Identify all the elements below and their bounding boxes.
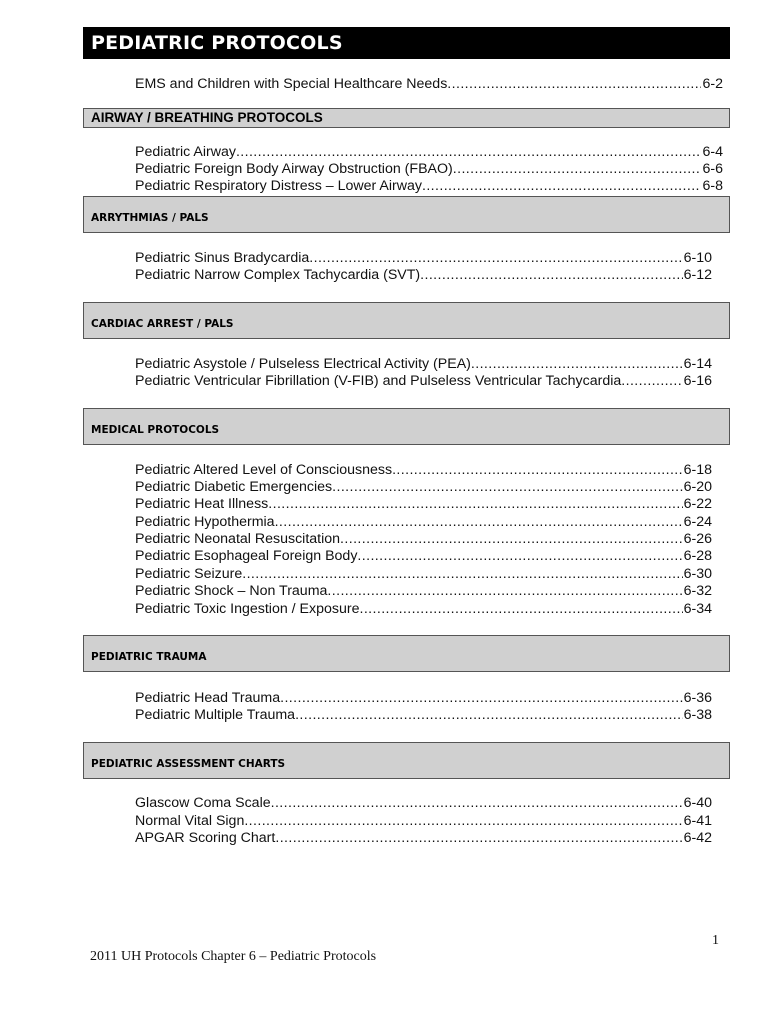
toc-entry-page: 6-4: [702, 144, 723, 160]
toc-entry-page: 6-38: [683, 707, 712, 723]
dot-leader: [275, 514, 683, 531]
toc-entry-label: Pediatric Respiratory Distress – Lower Airway: [135, 178, 422, 194]
toc-entry-page: 6-20: [683, 479, 712, 495]
toc-entry-label: Pediatric Heat Illness: [135, 496, 269, 512]
toc-entry-page: 6-36: [683, 690, 712, 706]
dot-leader: [275, 830, 682, 847]
toc-entry-page: 6-42: [683, 830, 712, 846]
toc-entry-page: 6-26: [683, 531, 712, 547]
toc-entry-label: Pediatric Multiple Trauma: [135, 707, 296, 723]
toc-entry-page: 6-18: [683, 462, 712, 478]
toc-entry: [135, 795, 712, 812]
toc-entry-label: Pediatric Altered Level of Consciousness: [135, 462, 393, 478]
toc-entry-label: Pediatric Neonatal Resuscitation: [135, 531, 341, 547]
toc-entry-page: 6-32: [683, 583, 712, 599]
toc-entry-label: Pediatric Esophageal Foreign Body: [135, 548, 358, 564]
toc-entry: [135, 583, 712, 600]
dot-leader: [236, 144, 702, 161]
toc-entry: [135, 161, 723, 178]
toc-entry-page: 6-24: [683, 514, 712, 530]
toc-entry: [135, 813, 712, 830]
toc-entry-page: 6-10: [683, 250, 712, 266]
toc-entry-label: Pediatric Seizure: [135, 566, 243, 582]
toc-entry: [135, 356, 712, 373]
toc-entry-page: 6-14: [683, 356, 712, 372]
toc-entry: [135, 690, 712, 707]
section-heading-trauma: PEDIATRIC TRAUMA: [83, 635, 730, 672]
dot-leader: [422, 178, 701, 195]
dot-leader: [268, 496, 682, 513]
dot-leader: [471, 356, 683, 373]
dot-leader: [420, 267, 682, 284]
dot-leader: [392, 462, 683, 479]
toc-entry-page: 6-40: [683, 795, 712, 811]
toc-entry: [135, 267, 712, 284]
toc-entry-page: 6-30: [683, 566, 712, 582]
toc-entry-label: Pediatric Airway: [135, 144, 236, 160]
dot-leader: [327, 583, 682, 600]
dot-leader: [244, 813, 682, 830]
section-heading-assessment-charts: PEDIATRIC ASSESSMENT CHARTS: [83, 742, 730, 779]
section-heading-cardiac-arrest: CARDIAC ARREST / PALS: [83, 302, 730, 339]
dot-leader: [271, 795, 683, 812]
toc-entry-label: Pediatric Sinus Bradycardia: [135, 250, 310, 266]
toc-entry-page: 6-8: [702, 178, 723, 194]
toc-entry: [135, 373, 712, 390]
toc-entry-page: 6-6: [702, 161, 723, 177]
toc-entry: [135, 462, 712, 479]
toc-entry-label: Pediatric Head Trauma: [135, 690, 281, 706]
dot-leader: [280, 690, 682, 707]
toc-entry: [135, 496, 712, 513]
section-heading-arrythmias: ARRYTHMIAS / PALS: [83, 196, 730, 233]
toc-entry-page: 6-41: [683, 813, 712, 829]
toc-entry: [135, 566, 712, 583]
toc-entry: [135, 250, 712, 267]
toc-entry-label: Pediatric Asystole / Pulseless Electrical Activity (PEA): [135, 356, 471, 372]
dot-leader: [360, 601, 683, 618]
toc-entry-page: 6-22: [683, 496, 712, 512]
toc-entry: [135, 479, 712, 496]
toc-entry: [135, 707, 712, 724]
toc-entry: [135, 178, 723, 195]
toc-entry-label: Pediatric Shock – Non Trauma: [135, 583, 328, 599]
section-heading-airway: AIRWAY / BREATHING PROTOCOLS: [83, 108, 730, 128]
toc-entry-label: Normal Vital Sign: [135, 813, 245, 829]
toc-entry-label: Pediatric Narrow Complex Tachycardia (SVT): [135, 267, 421, 283]
toc-entry: [135, 601, 712, 618]
toc-entry: [135, 531, 712, 548]
dot-leader: [621, 373, 682, 390]
dot-leader: [453, 161, 702, 178]
dot-leader: [332, 479, 682, 496]
toc-entry: [135, 514, 712, 531]
toc-entry-page: 6-34: [683, 601, 712, 617]
toc-entry-page: 6-12: [683, 267, 712, 283]
dot-leader: [447, 76, 701, 93]
dot-leader: [309, 250, 682, 267]
toc-entry-page: 6-28: [683, 548, 712, 564]
toc-entry-label: Pediatric Ventricular Fibrillation (V-FIB) and Pulseless Ventricular Tachycardia: [135, 373, 622, 389]
toc-entry-label: Pediatric Hypothermia: [135, 514, 275, 530]
toc-entry-label: Pediatric Toxic Ingestion / Exposure: [135, 601, 360, 617]
toc-entry: [135, 830, 712, 847]
toc-entry: [135, 76, 723, 93]
toc-entry: [135, 548, 712, 565]
section-heading-medical: MEDICAL PROTOCOLS: [83, 408, 730, 445]
dot-leader: [295, 707, 683, 724]
dot-leader: [357, 548, 682, 565]
toc-entry-label: Glascow Coma Scale: [135, 795, 271, 811]
toc-entry-page: 6-16: [683, 373, 712, 389]
page-title: PEDIATRIC PROTOCOLS: [83, 27, 730, 59]
toc-entry-page: 6-2: [702, 76, 723, 92]
dot-leader: [340, 531, 683, 548]
toc-entry-label: APGAR Scoring Chart: [135, 830, 276, 846]
toc-entry: [135, 144, 723, 161]
toc-entry-label: EMS and Children with Special Healthcare Needs: [135, 76, 448, 92]
page-number: 1: [712, 933, 719, 948]
toc-entry-label: Pediatric Foreign Body Airway Obstruction (FBAO): [135, 161, 453, 177]
page-footer: 2011 UH Protocols Chapter 6 – Pediatric Protocols: [90, 949, 377, 964]
toc-entry-label: Pediatric Diabetic Emergencies: [135, 479, 333, 495]
dot-leader: [242, 566, 682, 583]
